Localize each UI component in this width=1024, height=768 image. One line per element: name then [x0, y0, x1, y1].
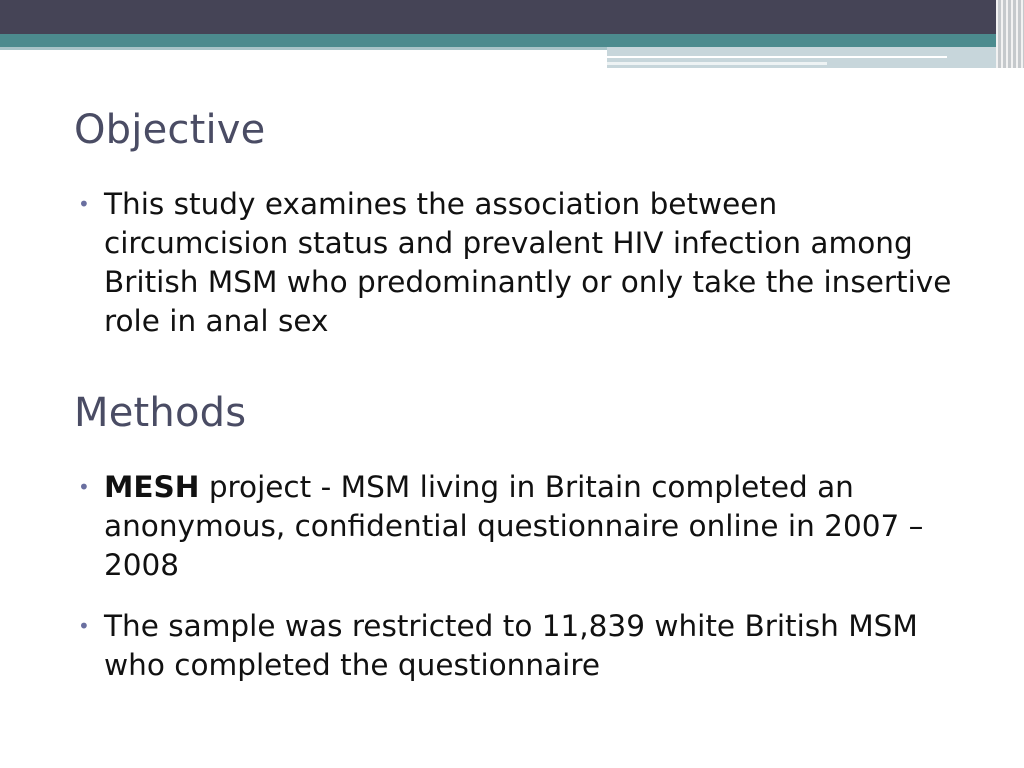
methods-bullet-text: project - MSM living in Britain completed an anonymous, confidential questionnaire online in 2007 – 2008 [104, 470, 924, 582]
objective-bullet-text: This study examines the association between circumcision status and prevalent HIV infection among British MSM who predominantly or only take the insertive role in anal sex [104, 187, 952, 338]
methods-bullet-item [78, 468, 958, 585]
methods-bullet-text: The sample was restricted to 11,839 white British MSM who completed the questionnaire [104, 609, 918, 682]
bullet-dot-icon: • [78, 192, 90, 216]
methods-heading: Methods [74, 390, 247, 436]
objective-bullet-list [78, 185, 958, 363]
header-accent-line [0, 47, 607, 50]
bullet-dot-icon: • [78, 614, 90, 638]
objective-bullet-item [78, 185, 958, 341]
header-band-teal [0, 34, 1024, 47]
bullet-dot-icon: • [78, 475, 90, 499]
header-accent-line [607, 56, 947, 58]
header-band-dark [0, 0, 1024, 34]
header-accent-line [607, 62, 827, 65]
objective-heading: Objective [74, 107, 266, 153]
header-stripes [996, 0, 1024, 68]
methods-bullet-bold-text: MESH [104, 470, 200, 504]
methods-bullet-list [78, 468, 958, 707]
methods-bullet-item [78, 607, 958, 685]
